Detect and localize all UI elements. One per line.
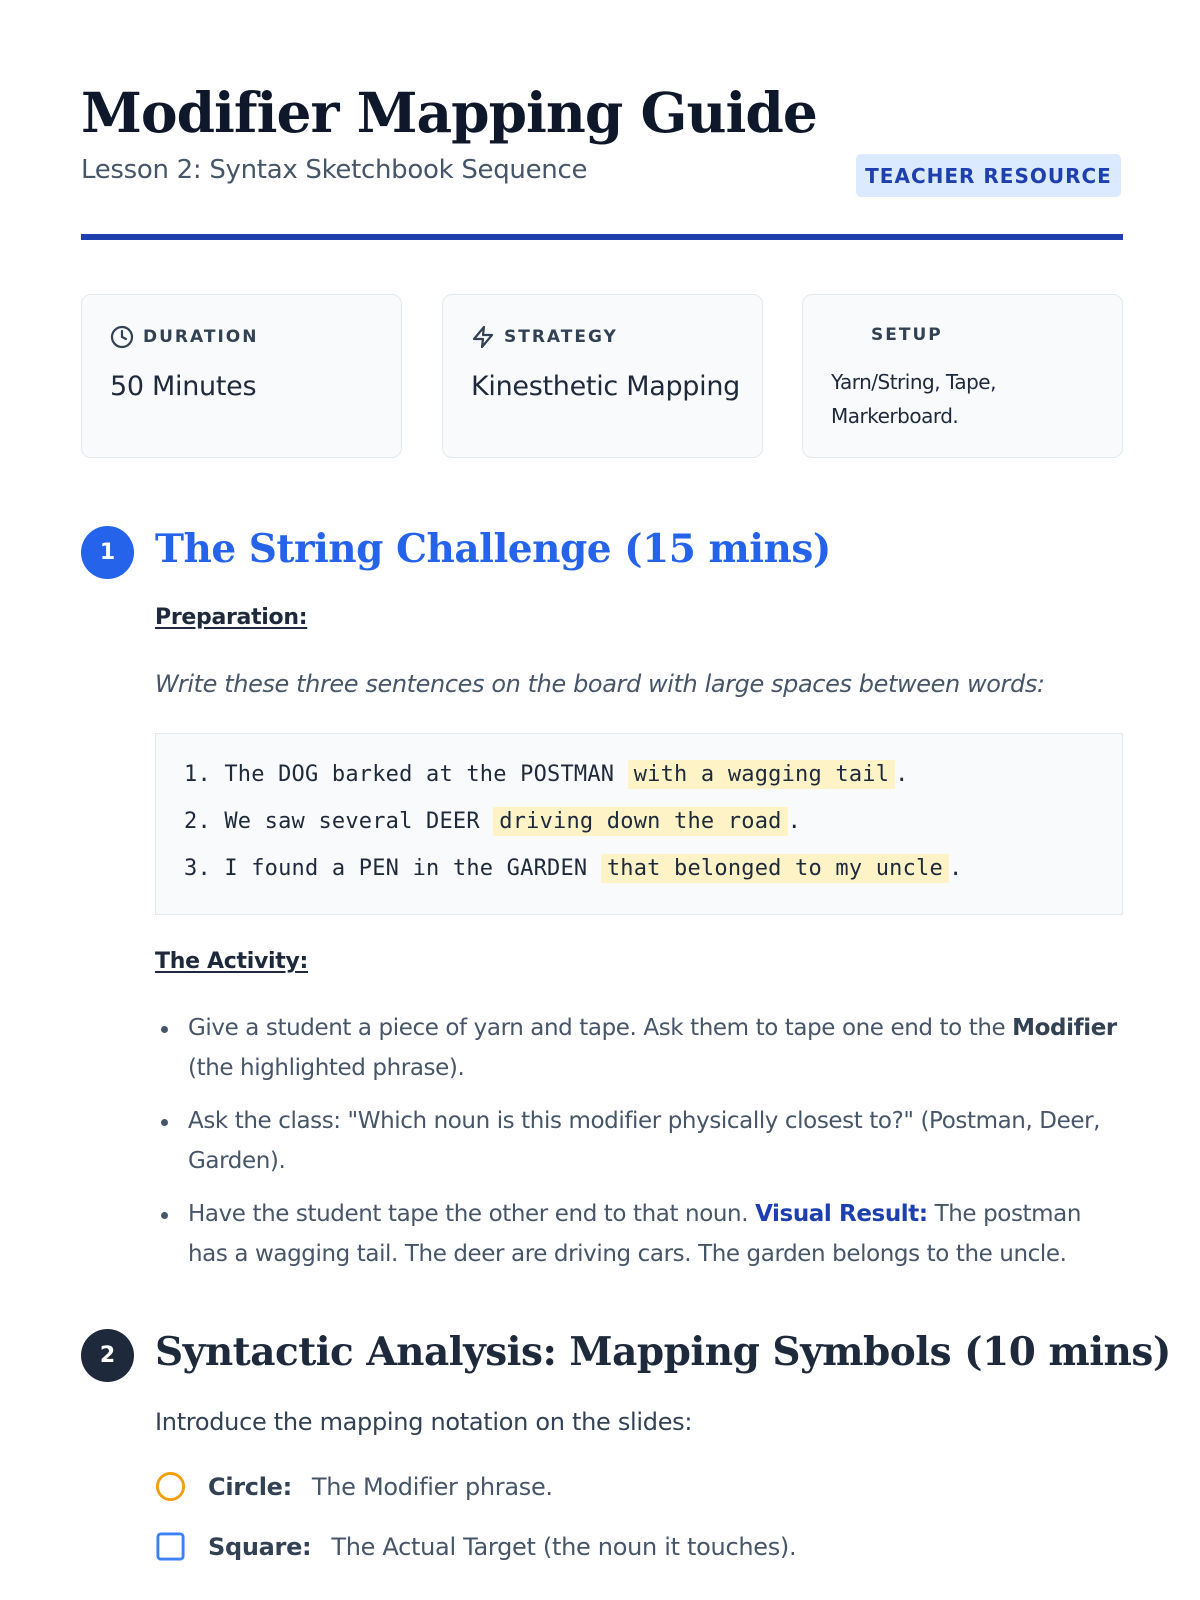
header-divider [81, 234, 1123, 240]
symbol-name: Circle: [208, 1472, 292, 1501]
sentence-end: . [948, 856, 963, 881]
list-item [155, 1008, 1123, 1088]
lightning-icon [471, 325, 495, 349]
symbol-square-row [155, 1531, 796, 1562]
sentence-end: . [787, 809, 802, 834]
symbol-name: Square: [208, 1532, 312, 1561]
sentence-text: 3. I found a PEN in the GARDEN [184, 856, 601, 881]
modifier-highlight: that belonged to my uncle [601, 854, 949, 883]
duration-card [81, 294, 402, 458]
item-text: The postman has a wagging tail. The deer are driving cars. The garden belongs to the uncle. [188, 1201, 1082, 1267]
sentence-end: . [895, 762, 909, 787]
item-emphasis: Visual Result: [755, 1201, 928, 1227]
modifier-highlight: driving down the road [493, 807, 787, 836]
setup-value: Yarn/String, Tape, Markerboard. [831, 370, 996, 428]
item-text: Have the student tape the other end to that noun. [188, 1201, 756, 1227]
setup-card [802, 294, 1123, 458]
strategy-value: Kinesthetic Mapping [471, 371, 740, 402]
sentence-box [155, 733, 1123, 915]
sentence-text: 1. The DOG barked at the POSTMAN [184, 762, 628, 787]
setup-label: SETUP [871, 325, 943, 345]
circle-icon [155, 1471, 186, 1502]
duration-label-row [110, 325, 258, 349]
section-2-title: Syntactic Analysis: Mapping Symbols (10 mins) [155, 1329, 1171, 1375]
section-1-number: 1 [81, 526, 134, 579]
preparation-heading: Preparation: [155, 605, 308, 630]
duration-value: 50 Minutes [110, 371, 257, 402]
item-text: (the highlighted phrase). [188, 1055, 465, 1081]
sentence-line [184, 809, 801, 834]
item-text: Give a student a piece of yarn and tape. Ask them to tape one end to the [188, 1015, 1013, 1041]
section-1-title: The String Challenge (15 mins) [155, 526, 831, 572]
activity-heading: The Activity: [155, 949, 309, 974]
section-2-number: 2 [81, 1329, 134, 1382]
square-icon [155, 1531, 186, 1562]
strategy-label-row [471, 325, 618, 349]
teacher-resource-badge: TEACHER RESOURCE [856, 154, 1121, 197]
sentence-line [184, 762, 909, 787]
setup-label-row [871, 325, 943, 345]
activity-list [155, 1008, 1123, 1287]
strategy-label: STRATEGY [504, 327, 618, 347]
item-text: Ask the class: "Which noun is this modifier physically closest to?" (Postman, Deer, Garden). [188, 1108, 1101, 1174]
clock-icon [110, 325, 134, 349]
section-2-intro: Introduce the mapping notation on the slides: [155, 1408, 693, 1436]
sentence-text: 2. We saw several DEER [184, 809, 494, 834]
strategy-card [442, 294, 763, 458]
symbol-circle-row [155, 1471, 553, 1502]
page-title: Modifier Mapping Guide [81, 80, 817, 145]
sentence-line [184, 856, 962, 881]
item-bold: Modifier [1012, 1015, 1117, 1041]
symbol-desc: The Actual Target (the noun it touches). [331, 1532, 797, 1561]
page-subtitle: Lesson 2: Syntax Sketchbook Sequence [81, 155, 588, 185]
list-item [155, 1194, 1123, 1274]
symbol-desc: The Modifier phrase. [311, 1472, 553, 1501]
preparation-instructions: Write these three sentences on the board with large spaces between words: [155, 670, 1045, 698]
duration-label: DURATION [143, 327, 259, 347]
list-item [155, 1101, 1123, 1181]
modifier-highlight: with a wagging tail [628, 760, 895, 789]
